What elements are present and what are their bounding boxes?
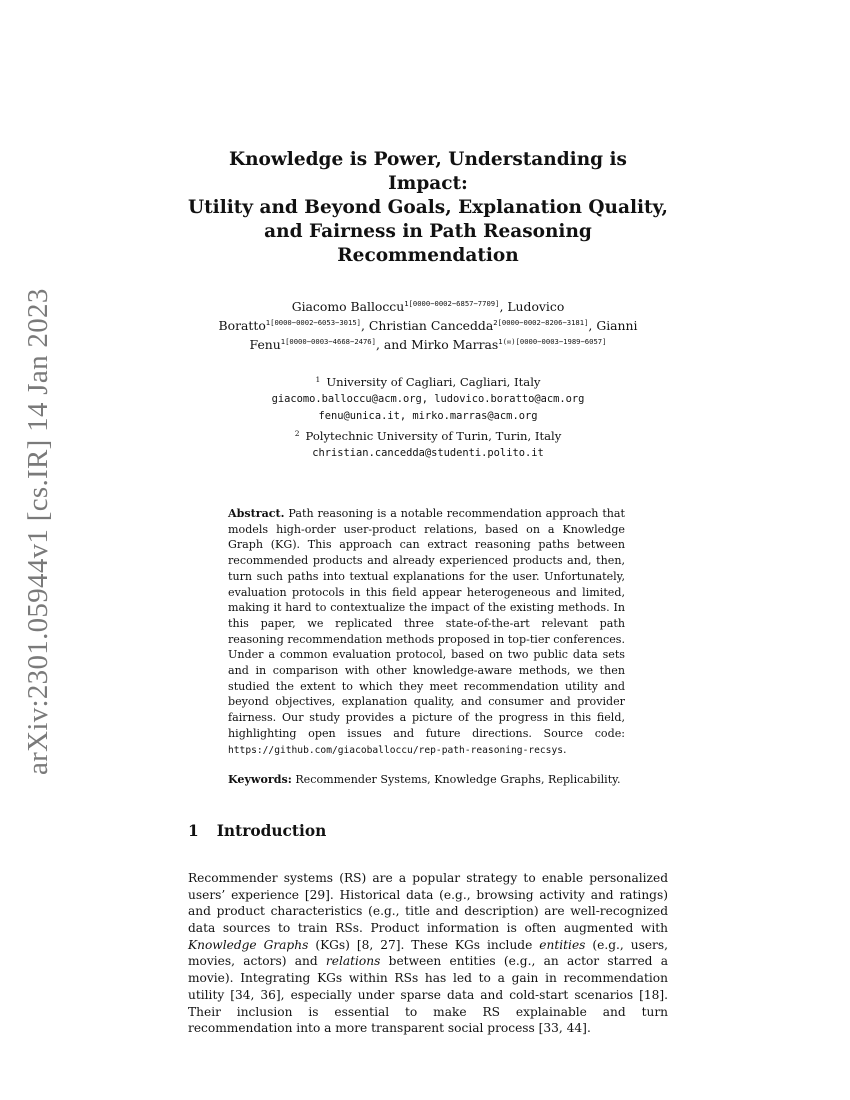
author-name: Ludovico [507, 299, 565, 314]
title-line-2: Utility and Beyond Goals, Explanation Quality, [188, 197, 668, 218]
intro-emphasis: Knowledge Graphs [188, 937, 309, 952]
intro-text: between entities (e.g., an actor starred a movie). Integrating KGs within RSs has led to a gain in recommendation utility [34, 36], especially under sparse data and cold-start scenarios [18]. Their inclusion is essential to make RS explainable and turn recommendation into a more transparent social process [33, 44]. [188, 954, 669, 1036]
affiliation-number: 1 [315, 375, 321, 384]
intro-emphasis: entities [539, 937, 586, 952]
author-list [188, 296, 668, 353]
section-title: Introduction [216, 821, 327, 840]
affiliation-emails: giacomo.balloccu@acm.org, ludovico.boratto@acm.org [271, 393, 585, 405]
arxiv-identifier: arXiv:2301.05944v1 [cs.IR] 14 Jan 2023 [22, 288, 54, 775]
title-line-1: Knowledge is Power, Understanding is Impact: [229, 149, 627, 194]
affiliation-name: University of Cagliari, Cagliari, Italy [326, 375, 541, 389]
affiliation-2 [188, 425, 668, 445]
abstract-label: Abstract. [228, 507, 285, 520]
affiliation-emails: christian.cancedda@studenti.polito.it [312, 447, 544, 459]
author-name: Giacomo Balloccu [291, 299, 405, 314]
affiliations [188, 371, 668, 462]
keywords-text: Recommender Systems, Knowledge Graphs, Replicability. [295, 773, 621, 787]
source-code-link[interactable]: https://github.com/giacoballoccu/rep-path-reasoning-recsys [228, 744, 564, 756]
intro-paragraph [188, 870, 668, 1037]
paper-title [188, 148, 668, 268]
author-orcid: 1(✉)[0000−0003−1989−6057] [498, 337, 607, 346]
author-name: Fenu [249, 337, 281, 352]
author-orcid: 1[0000−0003−4668−2476] [280, 337, 376, 346]
affiliation-emails: fenu@unica.it, mirko.marras@acm.org [318, 410, 538, 422]
intro-text: (e.g., users, movies, actors) and [188, 937, 669, 969]
author-name: Gianni [596, 318, 638, 333]
author-line-3: Fenu$^{1[0000-0003-4668-2476]}$, and Mirko Marras$^{1(✉)[0000-0003-1989-6057]}$ [249, 337, 607, 352]
paper-first-page [188, 148, 668, 1037]
abstract [228, 506, 625, 758]
keywords-label: Keywords: [228, 773, 292, 787]
author-orcid: 2[0000−0002−8206−3181] [493, 318, 589, 327]
abstract-end: . [563, 742, 567, 756]
author-name: Mirko Marras [411, 337, 499, 352]
affiliation-number: 2 [294, 429, 300, 438]
affiliation-name: Polytechnic University of Turin, Turin, Italy [305, 429, 562, 443]
author-conjunction: and [383, 337, 408, 352]
keywords [228, 772, 625, 788]
author-name: Christian Cancedda [368, 318, 494, 333]
author-line-1: Giacomo Balloccu$^{1[0000-0002-6857-7709]}$, Ludovico [291, 299, 565, 314]
section-heading [188, 822, 668, 840]
intro-emphasis: relations [325, 954, 381, 969]
author-name: Boratto [218, 318, 266, 333]
author-orcid: 1[0000−0002−6053−3015] [265, 318, 361, 327]
abstract-text: Path reasoning is a notable recommendation approach that models high-order user-product relations, based on a Knowledge Graph (KG). This approach can extract reasoning paths between recommended products and already experienced products and, then, turn such paths into textual explanations for the user. Unfortunately, evaluation protocols in this field appear heterogeneous and limited, making it hard to contextualize the impact of the existing methods. In this paper, we replicated three state-of-the-art relevant path reasoning recommendation methods proposed in top-tier conferences. Under a common evaluation protocol, based on two public data sets and in comparison with other knowledge-aware methods, we then studied the extent to which they meet recommendation utility and beyond objectives, explanation quality, and consumer and provider fairness. Our study provides a picture of the progress in this field, highlighting open issues and future directions. Source code: [228, 507, 625, 740]
intro-text: (KGs) [8, 27]. These KGs include [315, 937, 533, 952]
affiliation-1 [188, 371, 668, 391]
title-line-3: and Fairness in Path Reasoning Recommendation [264, 221, 592, 266]
section-number: 1 [188, 821, 199, 840]
author-orcid: 1[0000−0002−6857−7709] [404, 299, 500, 308]
intro-text: Recommender systems (RS) are a popular strategy to enable personalized users’ experience [29]. Historical data (e.g., browsing activity and ratings) and product characteristics (e.g., title and description) are well-recognized data sources to train RSs. Product information is often augmented with [188, 870, 668, 936]
author-line-2: Boratto$^{1[0000-0002-6053-3015]}$, Christian Cancedda$^{2[0000-0002-8206-3181]}$, Gianni [218, 318, 638, 333]
